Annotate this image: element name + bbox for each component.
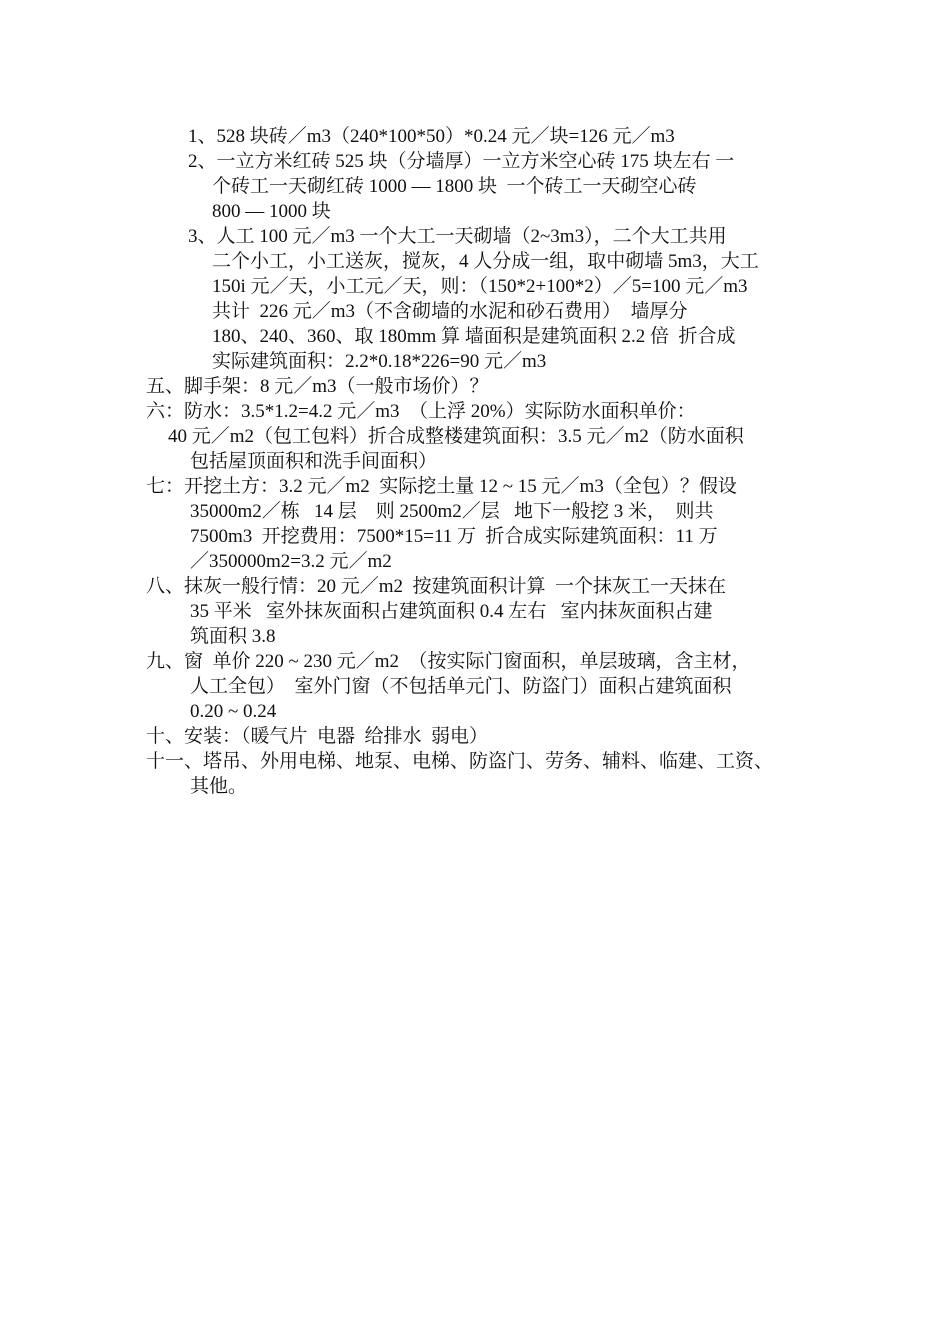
text-line: 150i 元／天，小工元／天，则：（150*2+100*2）／5=100 元／m3 <box>212 276 748 297</box>
text-line: 共计 226 元／m3（不含砌墙的水泥和砂石费用） 墙厚分 <box>212 301 688 322</box>
text-line: 0.20 ~ 0.24 <box>190 701 277 722</box>
text-line: 包括屋顶面积和洗手间面积） <box>190 451 438 472</box>
text-line: 35000m2／栋 14 层 则 2500m2／层 地下一般挖 3 米， 则共 <box>190 501 714 522</box>
document-body <box>140 124 808 799</box>
text-line: 二个小工，小工送灰，搅灰，4 人分成一组，取中砌墙 5m3，大工 <box>212 251 759 272</box>
text-line: 十一、塔吊、外用电梯、地泵、电梯、防盗门、劳务、辅料、临建、工资、 <box>146 751 774 772</box>
text-line: 800 — 1000 块 <box>212 201 331 222</box>
text-line: 35 平米 室外抹灰面积占建筑面积 0.4 左右 室内抹灰面积占建 <box>190 601 713 622</box>
text-line: 六：防水：3.5*1.2=4.2 元／m3 （上浮 20%）实际防水面积单价： <box>146 401 696 422</box>
text-line: 1、528 块砖／m3（240*100*50）*0.24 元／块=126 元／m3 <box>188 126 675 147</box>
text-line: 2、一立方米红砖 525 块（分墙厚）一立方米空心砖 175 块左右 一 <box>188 151 735 172</box>
text-line: 筑面积 3.8 <box>190 626 276 647</box>
text-line: 实际建筑面积：2.2*0.18*226=90 元／m3 <box>212 351 547 372</box>
text-line: 七：开挖土方：3.2 元／m2 实际挖土量 12 ~ 15 元／m3（全包）？假设 <box>146 476 737 497</box>
text-line: 人工全包） 室外门窗（不包括单元门、防盗门）面积占建筑面积 <box>190 676 732 697</box>
text-line: 九、窗 单价 220 ~ 230 元／m2 （按实际门窗面积，单层玻璃，含主材， <box>146 651 751 672</box>
text-line: 个砖工一天砌红砖 1000 — 1800 块 一个砖工一天砌空心砖 <box>212 176 697 197</box>
text-line: 7500m3 开挖费用：7500*15=11 万 折合成实际建筑面积：11 万 <box>190 526 718 547</box>
text-line: 3、人工 100 元／m3 一个大工一天砌墙（2~3m3），二个大工共用 <box>188 226 727 247</box>
text-line: 八、抹灰一般行情：20 元／m2 按建筑面积计算 一个抹灰工一天抹在 <box>146 576 727 597</box>
text-line: 十、安装：（暖气片 电器 给排水 弱电） <box>146 726 489 747</box>
text-line: 五、脚手架：8 元／m3（一般市场价）？ <box>146 376 489 397</box>
text-line: 40 元／m2（包工包料）折合成整楼建筑面积：3.5 元／m2（防水面积 <box>168 426 744 447</box>
text-line: 其他。 <box>190 776 248 797</box>
text-line: ／350000m2=3.2 元／m2 <box>190 551 392 572</box>
text-line: 180、240、360、取 180mm 算 墙面积是建筑面积 2.2 倍 折合成 <box>212 326 736 347</box>
